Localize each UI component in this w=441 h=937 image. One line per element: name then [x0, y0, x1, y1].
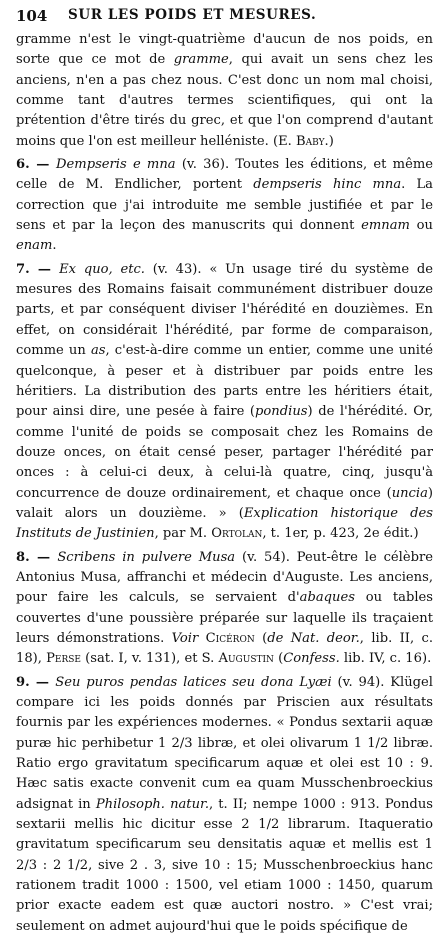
note-paragraph-continuation	[16, 30, 433, 152]
note-number: 7. —	[16, 261, 60, 277]
text-run: (v. 43). « Un usage tiré du système de mesures des Romains faisait communément distribuer douze parts, et par conséquent diviser l'hérédité en douzièmes. En effet, on considérait l'hérédité, par forme de comparaison, comme un	[16, 261, 433, 359]
text-run: , t. II; nempe 1000 : 913. Pondus sextarii mellis hic dicitur esse 2 1/2 librarum. Itaqueratio gravitatum specificarum seu densitatis aquæ et mellis est 1 2/3 : 2 1/2, sive 2 . 3, sive 10 : 15; Musschenbroeckius hanc rationem tradit 1000 : 1500, vel etiam 1000 : 1450, quarum prior exacte eadem est quæ auctori nostro. » C'est vrai; seulement on admet aujourd'hui que le poids spécifique de	[16, 796, 433, 934]
small-caps-name: Perse	[46, 651, 82, 667]
text-run: , par M.	[154, 526, 212, 542]
italic-text: Voir	[171, 630, 199, 646]
note-paragraph-7	[16, 260, 433, 545]
italic-text: Dempseris e mna	[56, 157, 176, 173]
italic-text: Confess.	[283, 651, 340, 667]
italic-text: abaques	[299, 590, 355, 606]
italic-text: Explication historique des Instituts de Justinien	[16, 505, 433, 542]
italic-text: uncia	[391, 485, 428, 501]
text-run: (v. 36). Toutes les éditions, et même celle de M. Endlicher, portent	[16, 157, 433, 193]
italic-text: pondius	[255, 404, 308, 420]
text-run: lib. IV, c. 16).	[339, 651, 432, 667]
text-run: , t. 1er, p. 423, 2e édit.)	[262, 526, 419, 542]
text-run: ) valait alors un douzième. » (	[16, 485, 433, 521]
text-run: (	[254, 630, 268, 646]
text-run: ) de l'hérédité. Or, comme l'unité de poids se composait chez les Romains de douze onces, on était censé peser, partager l'hérédité par onces : à celui-ci deux, à celui-là quatre, cinq, jusqu'à concurrence de douze ordinairement, et chaque once (	[16, 404, 433, 501]
italic-text: gramme	[173, 52, 229, 68]
page-header	[16, 0, 433, 30]
note-number: 8. —	[16, 549, 58, 565]
italic-text: Ex quo, etc.	[59, 261, 145, 277]
note-number: 6. —	[16, 157, 57, 173]
note-paragraph-8	[16, 548, 433, 670]
text-run: (sat. I, v. 131), et S.	[81, 651, 219, 667]
italic-text: Seu puros pendas latices seu dona Lyæi	[55, 674, 332, 690]
note-number: 9. —	[16, 674, 56, 690]
text-run: ou	[409, 218, 433, 234]
note-paragraph-6	[16, 155, 433, 257]
italic-text: emnam	[361, 218, 410, 234]
italic-text: Philosoph. natur.	[95, 796, 209, 812]
note-paragraph-9	[16, 673, 433, 937]
small-caps-name: Ortolan	[211, 526, 263, 542]
small-caps-name: Baby	[296, 133, 325, 149]
text-run: (	[273, 651, 284, 667]
text-run: (v. 54). Peut-être le célèbre Antonius Musa, affranchi et médecin d'Auguste. Les anciens, pour faire les calculs, se servaient d'	[16, 549, 433, 606]
italic-text: de Nat. deor.	[267, 630, 360, 646]
italic-text: dempseris hinc mna	[253, 177, 402, 193]
running-head: SUR LES POIDS ET MESURES.	[68, 7, 317, 23]
text-run: , qui avait un sens chez les anciens, n'en a pas chez nous. C'est donc un nom mal choisi, comme tant d'autres termes scientifiques, qui ont la prétention d'être tirés du grec, et que l'on comprend d'autant moins que l'on est meilleur helléniste. (E.	[16, 52, 433, 149]
italic-text: enam	[16, 238, 53, 254]
page-number: 104	[16, 7, 48, 25]
text-run	[198, 631, 205, 646]
text-run: ou tables couvertes d'une poussière préparée sur laquelle ils traçaient leurs démonstrations.	[16, 590, 434, 646]
text-run: , lib. II, c. 18),	[16, 630, 434, 667]
small-caps-name: Cicéron	[205, 630, 255, 646]
page-body	[16, 30, 433, 937]
text-run: .)	[324, 133, 334, 149]
text-run: .	[52, 238, 57, 254]
small-caps-name: Augustin	[218, 651, 274, 667]
text-run: . La correction que j'ai introduite me semble justifiée et par le sens et par la leçon des manuscrits qui donnent	[16, 177, 433, 234]
text-run: gramme n'est le vingt-quatrième d'aucun de nos poids, en sorte que ce mot de	[16, 32, 433, 68]
text-run: (v. 94). Klügel compare ici les poids donnés par Priscien aux résultats fournis par les expériences modernes. « Pondus sextarii aquæ puræ hic perhibetur 1 2/3 libræ, et olei olivarum 1 1/2 libræ. Ratio ergo gravitatum specificarum aquæ et olei est 10 : 9. Hæc satis exacte convenit cum ea quam Musschenbroeckius adsignat in	[16, 674, 433, 812]
italic-text: Scribens in pulvere Musa	[57, 549, 236, 565]
italic-text: as	[90, 343, 106, 359]
text-run: , c'est-à-dire comme un entier, comme une unité quelconque, à peser et à distribuer par poids entre les héritiers. La distribution des parts entre les héritiers était, pour ainsi dire, une pesée à faire (	[16, 343, 433, 420]
